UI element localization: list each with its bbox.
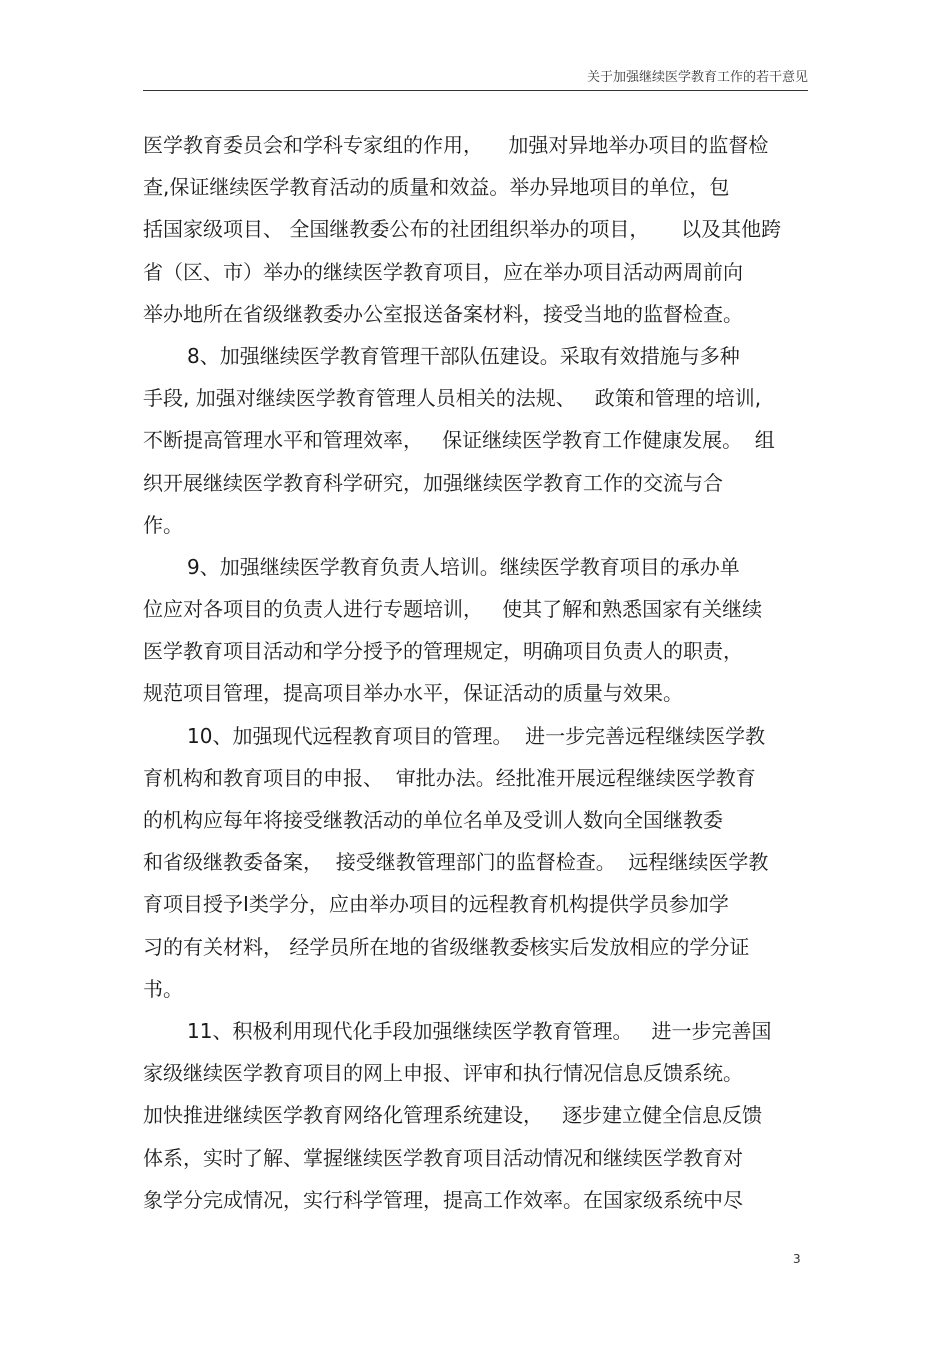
- text-line: 医学教育委员会和学科专家组的作用， 加强对异地举办项目的监督检: [143, 133, 769, 157]
- text-line: 体系，实时了解、掌握继续医学教育项目活动情况和继续医学教育对: [143, 1145, 743, 1170]
- text-line: 家级继续医学教育项目的网上申报、评审和执行情况信息反馈系统。: [143, 1061, 743, 1086]
- page-header: [143, 62, 808, 91]
- text-line: 10、加强现代远程教育项目的管理。 进一步完善远程继续医学教: [187, 723, 766, 748]
- text-line: 习的有关材料， 经学员所在地的省级继教委核实后发放相应的学分证: [143, 934, 750, 959]
- text-line: 8、加强继续医学教育管理干部队伍建设。采取有效措施与多种: [187, 343, 740, 368]
- text-line: 医学教育项目活动和学分授予的管理规定，明确项目负责人的职责，: [143, 639, 743, 664]
- text-line: 省（区、市）举办的继续医学教育项目，应在举办项目活动两周前向: [143, 259, 743, 284]
- text-line: 育项目授予Ⅰ类学分，应由举办项目的远程教育机构提供学员参加学: [143, 892, 729, 917]
- header-title: 关于加强继续医学教育工作的若干意见: [586, 70, 808, 85]
- text-line: 规范项目管理，提高项目举办水平，保证活动的质量与效果。: [143, 681, 683, 706]
- text-line: 11、积极利用现代化手段加强继续医学教育管理。 进一步完善国: [187, 1018, 772, 1043]
- text-line: 和省级继教委备案， 接受继教管理部门的监督检查。 远程继续医学教: [143, 850, 769, 875]
- text-line: 织开展继续医学教育科学研究，加强继续医学教育工作的交流与合: [143, 470, 723, 495]
- text-line: 的机构应每年将接受继教活动的单位名单及受训人数向全国继教委: [143, 808, 723, 832]
- text-line: 育机构和教育项目的申报、 审批办法。经批准开展远程继续医学教育: [143, 765, 756, 790]
- text-line: 手段, 加强对继续医学教育管理人员相关的法规、 政策和管理的培训,: [143, 386, 762, 411]
- body-text: [143, 124, 808, 1221]
- text-line: 不断提高管理水平和管理效率， 保证继续医学教育工作健康发展。 组: [143, 428, 775, 453]
- text-line: 书。: [143, 976, 183, 1001]
- text-line: 查,保证继续医学教育活动的质量和效益。举办异地项目的单位，包: [143, 175, 730, 200]
- text-line: 象学分完成情况，实行科学管理，提高工作效率。在国家级系统中尽: [143, 1187, 743, 1212]
- text-line: 括国家级项目、 全国继教委公布的社团组织举办的项目， 以及其他跨: [143, 217, 782, 242]
- text-line: 位应对各项目的负责人进行专题培训， 使其了解和熟悉国家有关继续: [143, 597, 763, 622]
- text-line: 举办地所在省级继教委办公室报送备案材料，接受当地的监督检查。: [143, 301, 743, 326]
- text-line: 作。: [143, 512, 183, 537]
- page-number: 3: [793, 1252, 801, 1266]
- text-line: 9、加强继续医学教育负责人培训。继续医学教育项目的承办单: [187, 554, 740, 579]
- text-line: 加快推进继续医学教育网络化管理系统建设， 逐步建立健全信息反馈: [143, 1103, 763, 1128]
